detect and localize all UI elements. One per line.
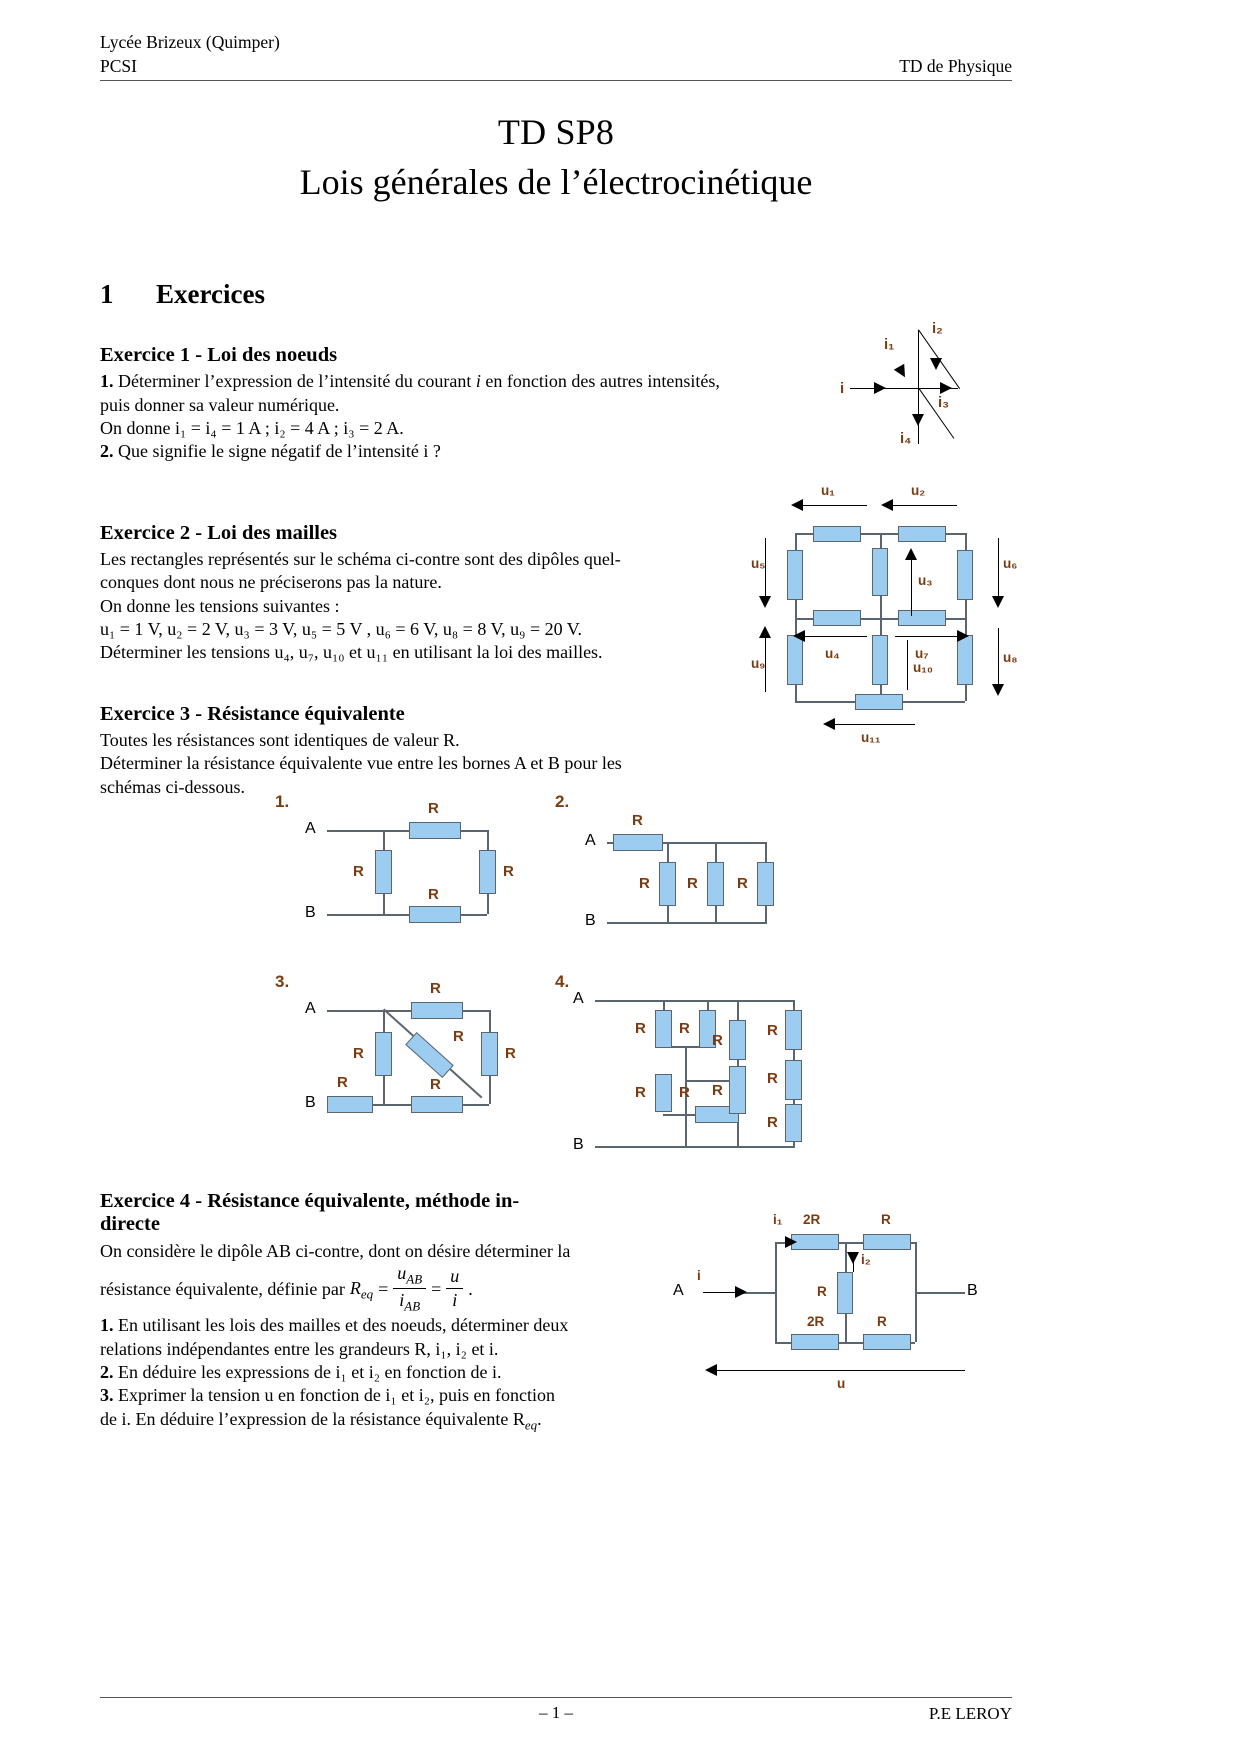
ex3-circuit-4 — [555, 970, 815, 1170]
ex3-c4-resistor-3 — [729, 1020, 746, 1060]
e2-arrowline-u3 — [911, 560, 912, 616]
ex4-resistor-R-bottom — [791, 1334, 839, 1350]
ex4-q2: En déduire les expressions de i₁ et i₂ en fonction de i. — [118, 1362, 502, 1383]
ex4-q2-number: 2. — [100, 1362, 114, 1383]
e2-arrowline-u7 — [895, 636, 957, 637]
ex3-c2-resistor-p2 — [707, 862, 724, 906]
document-page — [100, 30, 1018, 1724]
section-heading — [100, 279, 1012, 310]
ex3-c4-number: 4. — [555, 972, 570, 991]
page-header — [100, 30, 1012, 81]
arrow-i1 — [894, 364, 910, 380]
header-school: Lycée Brizeux (Quimper) — [100, 32, 280, 52]
exercice-3-body — [100, 729, 815, 799]
ex3-c3-resistor-b-left — [327, 1096, 373, 1113]
ex4-frac2-num: u — [446, 1266, 463, 1289]
ex4-label-2R-top: 2R — [803, 1212, 821, 1227]
ex3-c3-wire-top — [327, 1010, 489, 1012]
ex2-p2: conques dont nous ne préciserons pas la nature. — [100, 572, 442, 593]
header-class: PCSI — [100, 56, 137, 77]
ex4-q1-number: 1. — [100, 1315, 114, 1336]
ex3-c3-label-bottom: R — [430, 1076, 441, 1093]
ex3-c4-label-4: R — [767, 1022, 778, 1039]
e2-label-u4: u₄ — [825, 646, 840, 661]
ex4-q3a: Exprimer la tension u en fonction de i₁ et i₂, puis en fonction — [118, 1385, 555, 1406]
ex4-wire-out — [915, 1292, 965, 1294]
ex3-c4-wire-top — [595, 1000, 795, 1002]
ex4-period: . — [468, 1278, 473, 1299]
ex3-c1-resistor-right — [479, 850, 496, 894]
ex3-c1-resistor-bottom — [409, 906, 461, 923]
ex3-c4-label-1: R — [635, 1020, 646, 1037]
e2-arrowline-u10 — [907, 640, 908, 690]
ex1-q2-text: Que signifie le signe négatif de l’intensité i ? — [118, 441, 441, 462]
ex3-c4-label-3: R — [712, 1032, 723, 1049]
ex3-c1-resistor-top — [409, 822, 461, 839]
e2-dipole-u11 — [855, 694, 903, 710]
ex4-wire-right — [915, 1242, 917, 1342]
exercice-4-body — [100, 1240, 660, 1434]
arrow-i3 — [940, 382, 952, 394]
ex4-q3b-end: . — [537, 1408, 542, 1429]
e2-arrowline-u11 — [835, 724, 915, 725]
e2-label-u10: u₁₀ — [913, 660, 933, 675]
ex1-q2-number: 2. — [100, 441, 114, 462]
footer-author: P.E LEROY — [928, 1704, 1012, 1723]
section-number: 1 — [100, 279, 114, 310]
ex4-arrow-i1 — [785, 1236, 797, 1248]
e2-arrow-u6 — [992, 596, 1004, 608]
page-footer — [100, 1697, 1012, 1724]
e2-label-u9: u₉ — [751, 656, 766, 671]
header-rule — [100, 80, 1012, 81]
exercice-1-figure — [840, 318, 1010, 448]
ex3-c2-label-p3: R — [737, 875, 748, 892]
ex4-req-symbol: $R_{eq}$ — [349, 1277, 374, 1302]
exercice-1-heading: Exercice 1 - Loi des noeuds — [100, 344, 338, 367]
ex4-label-i1: i₁ — [773, 1212, 783, 1227]
arrow-i4 — [912, 414, 924, 426]
e2-label-u2: u₂ — [911, 483, 926, 498]
e2-arrowline-u4 — [805, 636, 867, 637]
ex3-c3-label-top: R — [430, 980, 441, 997]
ex4-frac1-num: $u_{AB}$ — [393, 1263, 426, 1288]
ex3-c3-terminal-B: B — [305, 1094, 316, 1111]
ex3-c4-label-2: R — [679, 1020, 690, 1037]
header-right: TD de Physique — [899, 56, 1012, 77]
e2-arrowline-u6 — [998, 538, 999, 596]
e2-arrow-u7 — [957, 630, 969, 642]
ex3-c2-resistor-p3 — [757, 862, 774, 906]
ex4-q3b: de i. En déduire l’expression de la résistance équivalente R — [100, 1408, 525, 1429]
ex3-c4-terminal-A: A — [573, 990, 584, 1007]
ex3-c1-wire-bottom — [327, 914, 487, 916]
ex1-q1-number: 1. — [100, 371, 114, 392]
ex3-c4-resistor-7 — [729, 1066, 746, 1114]
e2-dipole-u4 — [813, 610, 861, 626]
ex3-c2-wire-bottom — [607, 922, 767, 924]
ex4-fraction-uab-iab — [393, 1263, 426, 1314]
ex4-resistor-2R-top — [791, 1234, 839, 1250]
ex4-heading-line1: Exercice 4 - Résistance équivalente, méthode in- — [100, 1190, 520, 1212]
ex4-arrowline-u — [717, 1370, 965, 1371]
ex4-label-R-top: R — [881, 1212, 891, 1227]
ex3-c3-label-b-left: R — [337, 1074, 348, 1091]
e2-dipole-u6 — [957, 550, 973, 600]
ex3-c1-label-bottom: R — [428, 886, 439, 903]
ex3-c2-number: 2. — [555, 792, 570, 811]
ex4-arrow-i2 — [847, 1252, 859, 1264]
ex4-arrowline-i — [703, 1292, 737, 1293]
ex4-q3-number: 3. — [100, 1385, 114, 1406]
ex3-c2-terminal-A: A — [585, 832, 596, 849]
ex3-c3-label-right: R — [505, 1045, 516, 1062]
ex4-label-R-mid: R — [817, 1284, 827, 1299]
e2-label-u8: u₈ — [1003, 650, 1018, 665]
node-wire-diag-2 — [918, 387, 955, 439]
ex3-circuit-3 — [275, 970, 525, 1130]
ex1-q1-text-c: puis donner sa valeur numérique. — [100, 394, 340, 415]
ex3-c3-number: 3. — [275, 972, 290, 991]
ex3-c4-resistor-9 — [785, 1104, 802, 1142]
ex4-terminal-B: B — [967, 1282, 978, 1299]
footer-page-number: – 1 – — [539, 1703, 573, 1722]
ex2-p3: On donne les tensions suivantes : — [100, 595, 340, 616]
ex3-c3-terminal-A: A — [305, 1000, 316, 1017]
ex3-c4-resistor-5 — [655, 1074, 672, 1112]
e2-arrowline-u2 — [893, 505, 957, 506]
ex3-c4-label-8: R — [767, 1070, 778, 1087]
e2-dipole-u9 — [787, 635, 803, 685]
ex4-resistor-2R-bottom — [863, 1334, 911, 1350]
ex4-eq-1: = — [378, 1278, 389, 1299]
exercice-4-heading — [100, 1190, 645, 1236]
ex4-arrow-i — [735, 1286, 747, 1298]
ex3-c3-label-diagonal: R — [453, 1028, 464, 1045]
ex3-c3-resistor-right — [481, 1032, 498, 1076]
e2-label-u1: u₁ — [821, 483, 835, 498]
ex4-frac2-den: i — [452, 1289, 458, 1310]
ex4-eq-2: = — [431, 1278, 442, 1299]
ex3-c1-terminal-B: B — [305, 904, 316, 921]
e2-dipole-u8 — [957, 635, 973, 685]
ex4-frac1-den: $i_{AB}$ — [399, 1289, 421, 1314]
ex3-c4-label-6: R — [679, 1084, 690, 1101]
e2-label-u3: u₃ — [918, 573, 933, 588]
ex4-label-u: u — [837, 1376, 846, 1391]
ex4-wire-in — [743, 1292, 775, 1294]
e2-label-u5: u₅ — [751, 556, 766, 571]
ex3-c2-label-series: R — [632, 812, 643, 829]
ex3-p1: Toutes les résistances sont identiques de valeur R. — [100, 729, 460, 750]
ex3-c2-label-p1: R — [639, 875, 650, 892]
e2-label-u7: u₇ — [915, 646, 929, 661]
exercice-4-figure — [665, 1210, 995, 1391]
ex2-p4: Déterminer les tensions u₄, u₇, u₁₀ et u₁₁ en utilisant la loi des mailles. — [100, 642, 603, 663]
ex4-fraction-u-i — [446, 1266, 463, 1311]
exercice-2-heading: Exercice 2 - Loi des mailles — [100, 521, 338, 544]
ex3-c3-label-left: R — [353, 1045, 364, 1062]
exercice-3-heading: Exercice 3 - Résistance équivalente — [100, 702, 405, 725]
e2-arrow-u2 — [881, 499, 893, 511]
ex3-c1-label-top: R — [428, 800, 439, 817]
ex3-c2-terminal-B: B — [585, 912, 596, 929]
ex3-c1-number: 1. — [275, 792, 290, 811]
ex3-c3-resistor-left — [375, 1032, 392, 1076]
ex3-c4-label-7: R — [712, 1082, 723, 1099]
arrow-i2 — [930, 358, 942, 370]
label-i1: i₁ — [884, 336, 895, 353]
ex4-p1a: On considère le dipôle AB ci-contre, dont on désire déterminer la — [100, 1241, 571, 1261]
ex4-label-2R-bot: R — [877, 1314, 887, 1329]
ex3-p3: schémas ci-dessous. — [100, 776, 245, 797]
ex4-q3b-sub: eq — [524, 1417, 538, 1433]
ex3-c3-resistor-bottom — [411, 1096, 463, 1113]
e2-arrow-u1 — [791, 499, 803, 511]
ex3-c4-resistor-8 — [785, 1060, 802, 1100]
ex4-label-i2: i₂ — [861, 1252, 871, 1267]
e2-arrow-u8 — [992, 684, 1004, 696]
ex4-heading-line2: directe — [100, 1213, 160, 1235]
exercice-2-figure — [751, 478, 1018, 745]
ex4-resistor-R-middle — [837, 1272, 853, 1314]
ex4-label-R-bot: 2R — [807, 1314, 825, 1329]
ex4-terminal-A: A — [673, 1282, 684, 1299]
e2-arrow-u11 — [823, 718, 835, 730]
ex3-c2-resistor-p1 — [659, 862, 676, 906]
e2-arrow-u5 — [759, 596, 771, 608]
e2-dipole-u7 — [898, 610, 946, 626]
ex3-c4-terminal-B: B — [573, 1136, 584, 1153]
ex3-c2-resistor-series — [613, 834, 663, 851]
e2-arrow-u4 — [793, 630, 805, 642]
ex3-c1-label-right: R — [503, 863, 514, 880]
ex1-q1-text-b: en fonction des autres intensités, — [485, 371, 720, 392]
ex3-c4-wire-bottom — [595, 1146, 795, 1148]
ex3-c1-terminal-A: A — [305, 820, 316, 837]
e2-arrow-u3 — [905, 548, 917, 560]
ex3-c4-label-5: R — [635, 1084, 646, 1101]
ex3-c4-label-9: R — [767, 1114, 778, 1131]
ex3-c2-label-p2: R — [687, 875, 698, 892]
e2-dipole-u10 — [872, 635, 888, 685]
ex3-circuit-2 — [555, 790, 795, 930]
e2-arrowline-u8 — [998, 628, 999, 684]
arrow-i — [874, 382, 886, 394]
section-label: Exercices — [156, 279, 265, 310]
ex3-c3-resistor-top — [411, 1002, 463, 1019]
ex2-values: u₁ = 1 V, u₂ = 2 V, u₃ = 3 V, u₅ = 5 V , u₆ = 6 V, u₈ = 8 V, u₉ = 20 V. — [100, 619, 582, 640]
ex4-wire-left — [775, 1242, 777, 1342]
document-title: TD SP8 — [497, 112, 615, 153]
ex1-q1-text-a: Déterminer l’expression de l’intensité du courant — [118, 371, 472, 392]
ex3-c1-wire-top — [327, 830, 487, 832]
ex3-c1-resistor-left — [375, 850, 392, 894]
ex3-circuit-1 — [275, 790, 515, 930]
exercice-1-body — [100, 370, 815, 464]
ex2-p1: Les rectangles représentés sur le schéma ci-contre sont des dipôles quel- — [100, 548, 621, 569]
ex4-arrow-u — [705, 1364, 717, 1376]
e2-dipole-u1 — [813, 526, 861, 542]
ex1-given: On donne i₁ = i₄ = 1 A ; i₂ = 4 A ; i₃ = 2 A. — [100, 418, 404, 439]
e2-arrowline-u1 — [803, 505, 867, 506]
ex3-c4-resistor-4 — [785, 1010, 802, 1050]
ex3-c1-label-left: R — [353, 863, 364, 880]
e2-label-u6: u₆ — [1003, 556, 1018, 571]
exercice-2-body — [100, 548, 815, 665]
ex3-p2: Déterminer la résistance équivalente vue entre les bornes A et B pour les — [100, 753, 622, 774]
ex1-q1-symbol: i — [475, 371, 481, 392]
ex4-q1a: En utilisant les lois des mailles et des noeuds, déterminer deux — [118, 1315, 569, 1336]
label-i3: i₃ — [938, 394, 950, 411]
label-i: i — [840, 380, 845, 397]
label-i4: i₄ — [900, 430, 912, 447]
ex3-c3-resistor-diagonal — [405, 1032, 454, 1078]
document-subtitle: Lois générales de l’électrocinétique — [299, 162, 813, 203]
ex3-c4-resistor-1 — [655, 1010, 672, 1048]
e2-label-u11: u₁₁ — [861, 730, 881, 745]
e2-dipole-u5 — [787, 550, 803, 600]
ex4-label-i: i — [697, 1268, 701, 1283]
e2-dipole-u3 — [872, 548, 888, 596]
ex4-resistor-R-top — [863, 1234, 911, 1250]
ex4-q1b: relations indépendantes entre les grandeurs R, i₁, i₂ et i. — [100, 1338, 499, 1359]
e2-dipole-u2 — [898, 526, 946, 542]
label-i2: i₂ — [932, 320, 943, 337]
e2-arrow-u9 — [759, 626, 771, 638]
ex4-p1b: résistance équivalente, définie par — [100, 1278, 345, 1299]
